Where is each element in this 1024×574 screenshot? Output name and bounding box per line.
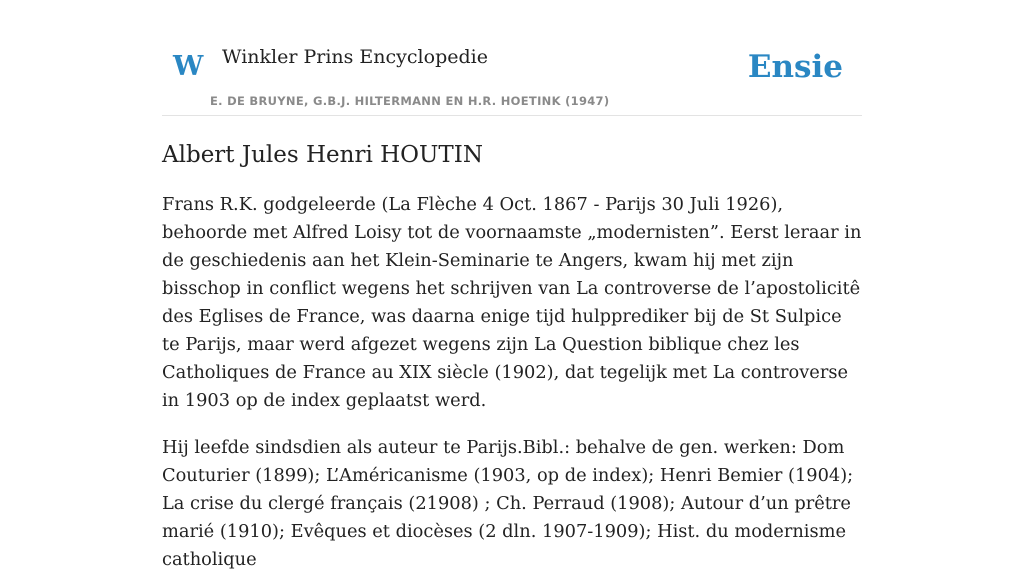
winkler-prins-logo-icon[interactable]: W (173, 51, 204, 82)
article-paragraph: Frans R.K. godgeleerde (La Flèche 4 Oct. 1867 - Parijs 30 Juli 1926), behoorde met Alfred Loisy tot de voornaamste „modernisten”. Eerst leraar in de geschiedenis aan het Klein-Seminarie te Angers, kwam hij met zijn bisschop in conflict wegens het schrijven van La controverse de l’apostolicitê des Eglises de France, was daarna enige tijd hulpprediker bij de St Sulpice te Parijs, maar werd afgezet wegens zijn La Question biblique chez les Catholiques de France au XIX siècle (1902), dat tegelijk met La controverse in 1903 op de index geplaatst werd. (162, 193, 862, 411)
site-header (162, 0, 862, 116)
content-column (162, 0, 862, 574)
site-title[interactable]: Winkler Prins Encyclopedie (222, 46, 488, 68)
article-paragraph: Hij leefde sindsdien als auteur te Parijs.Bibl.: behalve de gen. werken: Dom Couturier (1899); L’Américanisme (1903, op de index); Henri Bemier (1904); La crise du clergé français (21908) ; Ch. Perraud (1908); Autour d’un prêtre marié (1910); Evêques et diocèses (2 dln. 1907-1909); Hist. du modernisme catholique (162, 436, 854, 570)
article-title: Albert Jules Henri HOUTIN (162, 142, 483, 168)
authors-subtitle: E. DE BRUYNE, G.B.J. HILTERMANN EN H.R. HOETINK (1947) (210, 94, 610, 108)
ensie-brand-logo[interactable]: Ensie (747, 49, 843, 85)
